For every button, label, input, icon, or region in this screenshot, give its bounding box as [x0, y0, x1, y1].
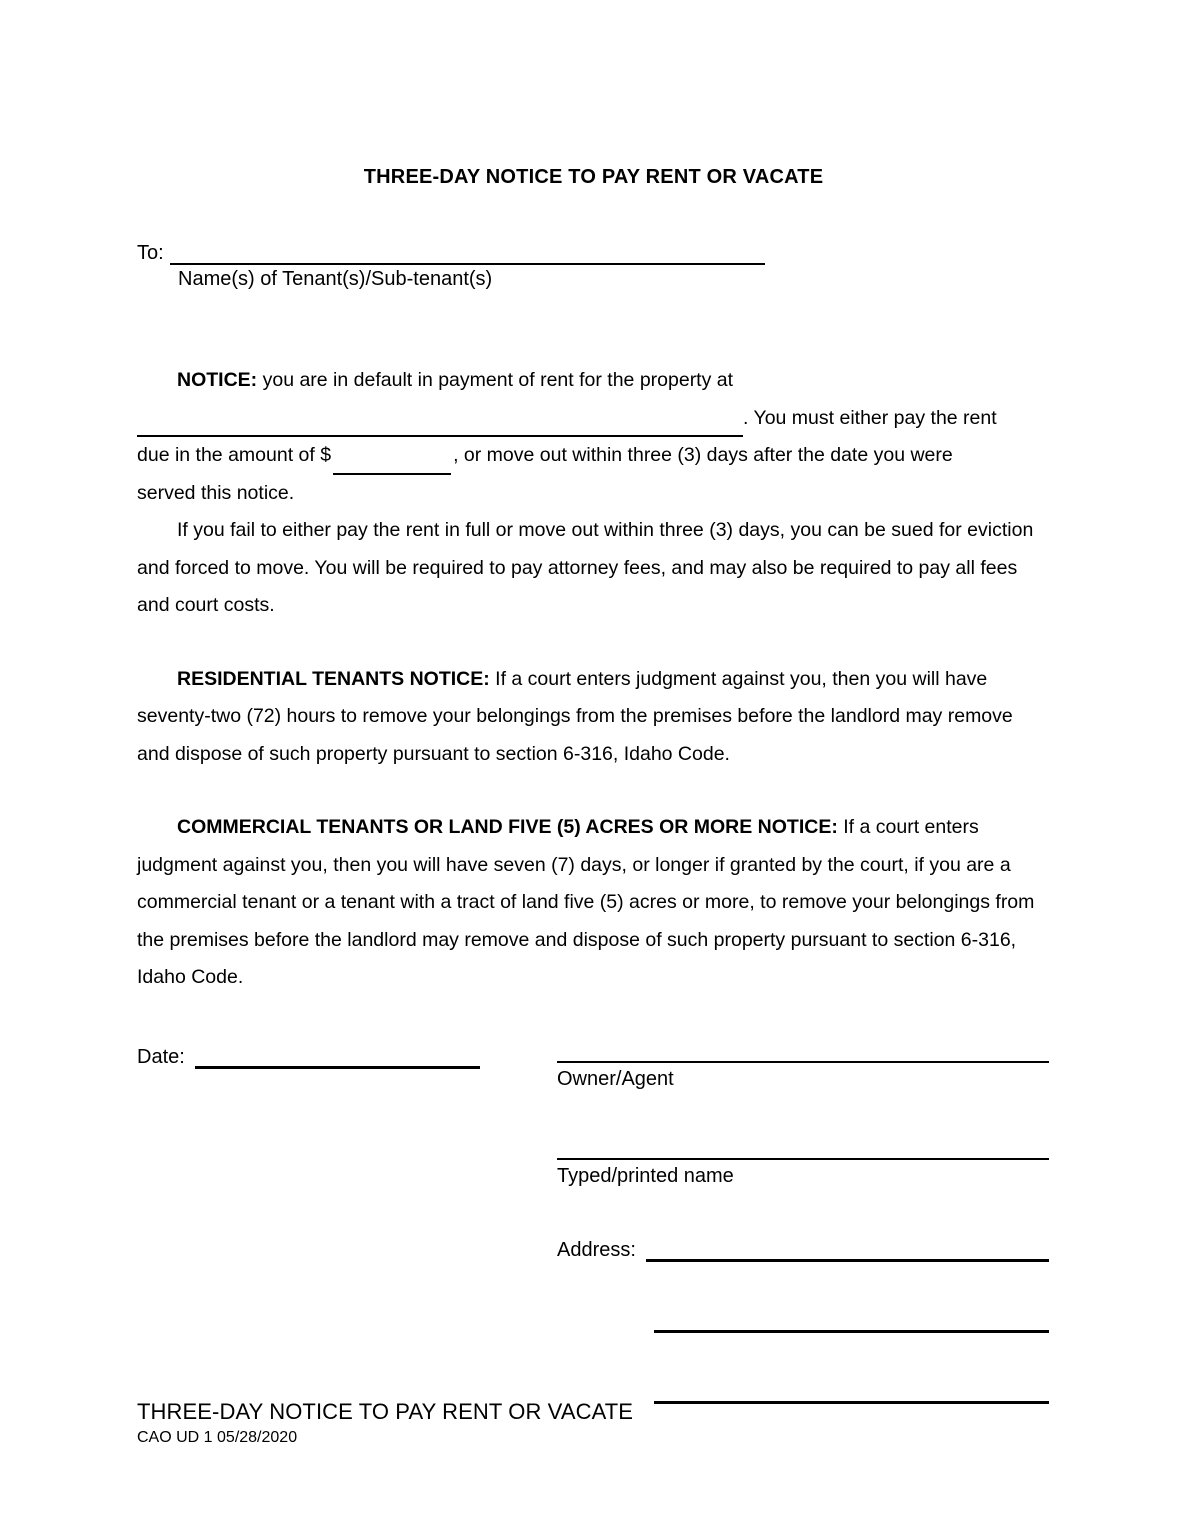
residential-heading: RESIDENTIAL TENANTS NOTICE:	[177, 667, 490, 690]
signature-spacer	[557, 1262, 1049, 1310]
typed-name-field[interactable]	[557, 1141, 1049, 1160]
residential-text: If a court enters judgment against you, then you will have seventy-two (72) hours to remove your belongings from the premises before the landlord may remove and dispose of such property pursuant to section 6-316, Idaho Code.	[137, 667, 1013, 765]
commercial-text: If a court enters judgment against you, then you will have seven (7) days, or longer if granted by the court, if you are a commercial tenant or a tenant with a tract of land five (5) acres or more, to remove your belongings from the premises before the landlord may remove and dispose of such property pursuant to section 6-316, Idaho Code.	[137, 816, 1035, 988]
signature-spacer	[557, 1190, 1049, 1238]
commercial-heading: COMMERCIAL TENANTS OR LAND FIVE (5) ACRES OR MORE NOTICE:	[177, 816, 838, 838]
signature-block	[137, 1044, 1052, 1374]
residential-paragraph	[137, 661, 1047, 774]
date-row	[137, 1044, 480, 1069]
address-line-2-field[interactable]	[654, 1310, 1049, 1333]
address-label: Address:	[557, 1239, 636, 1261]
signature-spacer	[557, 1093, 1049, 1141]
tenant-name-field[interactable]	[170, 241, 765, 265]
body-content	[137, 362, 1047, 997]
notice-line-3: , or move out within three (3) days after the date you were	[453, 444, 953, 466]
signature-spacer	[557, 1333, 1049, 1381]
owner-agent-caption: Owner/Agent	[557, 1068, 674, 1090]
address-line-1-field[interactable]	[646, 1239, 1049, 1262]
notice-line-1: you are in default in payment of rent for the property at	[262, 369, 734, 391]
footer-title: THREE-DAY NOTICE TO PAY RENT OR VACATE	[137, 1399, 634, 1424]
notice-line-2: . You must either pay the rent	[743, 406, 997, 429]
signature-column	[557, 1044, 1049, 1404]
notice-heading: NOTICE:	[177, 369, 258, 391]
commercial-paragraph	[137, 809, 1047, 997]
notice-line-4: served this notice.	[137, 481, 295, 504]
page-footer	[137, 1398, 1037, 1449]
failure-paragraph	[137, 512, 1047, 625]
section-gap	[137, 625, 1047, 661]
failure-paragraph-text: If you fail to either pay the rent in full or move out within three (3) days, you can be sued for eviction and forced to move. You will be required to pay attorney fees, and may also be required to pay all fees and court costs.	[137, 519, 1034, 616]
address-row	[557, 1238, 1049, 1262]
tenant-name-row	[137, 235, 1037, 265]
to-label: To:	[137, 242, 164, 264]
date-label: Date:	[137, 1046, 185, 1068]
footer-form-code: CAO UD 1 05/28/2020	[137, 1429, 298, 1446]
owner-agent-field[interactable]	[557, 1044, 1049, 1063]
amount-due-field[interactable]	[333, 448, 451, 475]
date-field[interactable]	[195, 1044, 480, 1069]
notice-paragraph	[137, 362, 1047, 512]
section-gap	[137, 773, 1047, 809]
property-address-field[interactable]	[137, 410, 743, 437]
tenant-name-caption: Name(s) of Tenant(s)/Sub-tenant(s)	[178, 268, 493, 290]
page-title: THREE-DAY NOTICE TO PAY RENT OR VACATE	[363, 166, 824, 188]
typed-name-caption: Typed/printed name	[557, 1165, 734, 1187]
amount-label: due in the amount of $	[137, 444, 332, 466]
